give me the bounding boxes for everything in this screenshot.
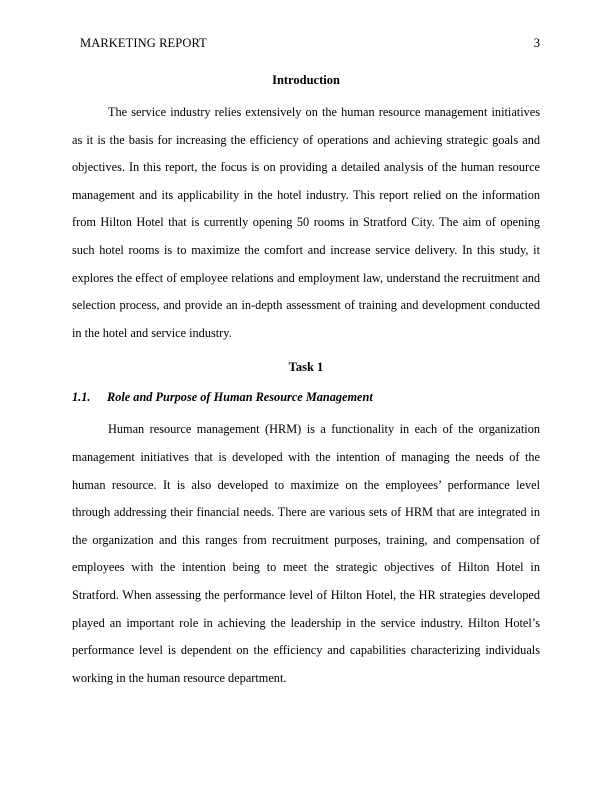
running-head: MARKETING REPORT <box>80 36 207 50</box>
section-heading-1-1 <box>72 388 540 406</box>
section-number: 1.1. <box>72 390 91 405</box>
page-number: 3 <box>533 36 540 50</box>
introduction-paragraph: The service industry relies extensively on the human resource management initiatives as it is the basis for increasing the efficiency of operations and achieving strategic goals and objectives. In this report, the focus is on providing a detailed analysis of the human resource management and its applicability in the hotel industry. This report relied on the information from Hilton Hotel that is currently opening 50 rooms in Stratford City. The aim of opening such hotel rooms is to maximize the comfort and increase service delivery. In this study, it explores the effect of employee relations and employment law, understand the recruitment and selection process, and provide an in-depth assessment of training and development conducted in the hotel and service industry. <box>72 105 540 340</box>
document-body <box>72 70 540 692</box>
task-1-heading: Task 1 <box>288 360 324 375</box>
hrm-paragraph: Human resource management (HRM) is a functionality in each of the organization management initiatives that is developed with the intention of managing the needs of the human resource. It is also developed to maximize on the employees’ performance level through addressing their financial needs. There are various sets of HRM that are integrated in the organization and this ranges from recruitment purposes, training, and compensation of employees with the intention being to meet the strategic objectives of Hilton Hotel in Stratford. When assessing the performance level of Hilton Hotel, the HR strategies developed played an important role in achieving the leadership in the service industry. Hilton Hotel’s performance level is dependent on the efficiency and capabilities characterizing individuals working in the human resource department. <box>72 422 540 685</box>
introduction-heading: Introduction <box>272 73 340 87</box>
section-title: Role and Purpose of Human Resource Management <box>107 390 373 405</box>
